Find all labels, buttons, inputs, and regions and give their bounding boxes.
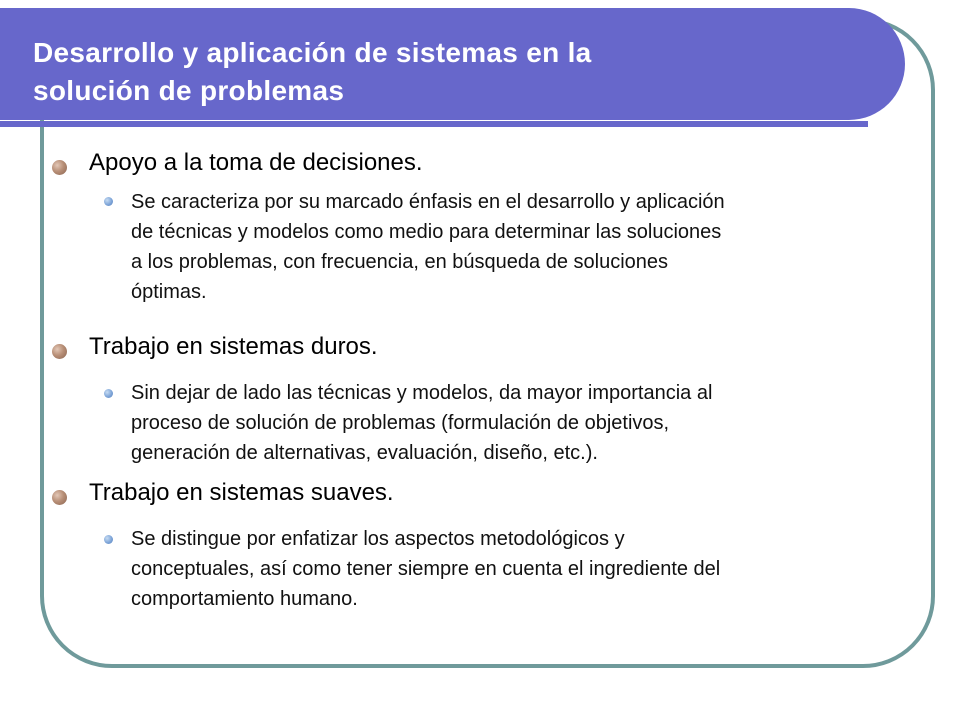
sub-bullet-line: conceptuales, así como tener siempre en cuenta el ingrediente del (131, 558, 721, 580)
bullet-dot-icon (52, 344, 67, 359)
sub-bullet-line: generación de alternativas, evaluación, diseño, etc.). (131, 442, 598, 464)
sub-bullet-line: Sin dejar de lado las técnicas y modelos, da mayor importancia al (131, 382, 713, 404)
sub-bullet-line: comportamiento humano. (131, 588, 358, 610)
sub-bullet-dot-icon (104, 535, 113, 544)
sub-bullet-line: Se caracteriza por su marcado énfasis en el desarrollo y aplicación (131, 191, 725, 213)
sub-bullet-line: proceso de solución de problemas (formulación de objetivos, (131, 412, 670, 434)
sub-bullet-dot-icon (104, 389, 113, 398)
sub-bullet-line: de técnicas y modelos como medio para determinar las soluciones (131, 221, 722, 243)
title-line-2: solución de problemas (33, 75, 345, 106)
bullet-dot-icon (52, 490, 67, 505)
sub-bullet-line: Se distingue por enfatizar los aspectos metodológicos y (131, 528, 625, 550)
bullet-heading: Apoyo a la toma de decisiones. (89, 149, 423, 176)
bullet-heading: Trabajo en sistemas suaves. (89, 479, 394, 506)
sub-bullet-line: a los problemas, con frecuencia, en búsqueda de soluciones (131, 251, 669, 273)
title-line-1: Desarrollo y aplicación de sistemas en la (33, 37, 592, 68)
bullet-dot-icon (52, 160, 67, 175)
sub-bullet-line: óptimas. (131, 281, 207, 303)
sub-bullet-dot-icon (104, 197, 113, 206)
bullet-heading: Trabajo en sistemas duros. (89, 333, 378, 360)
